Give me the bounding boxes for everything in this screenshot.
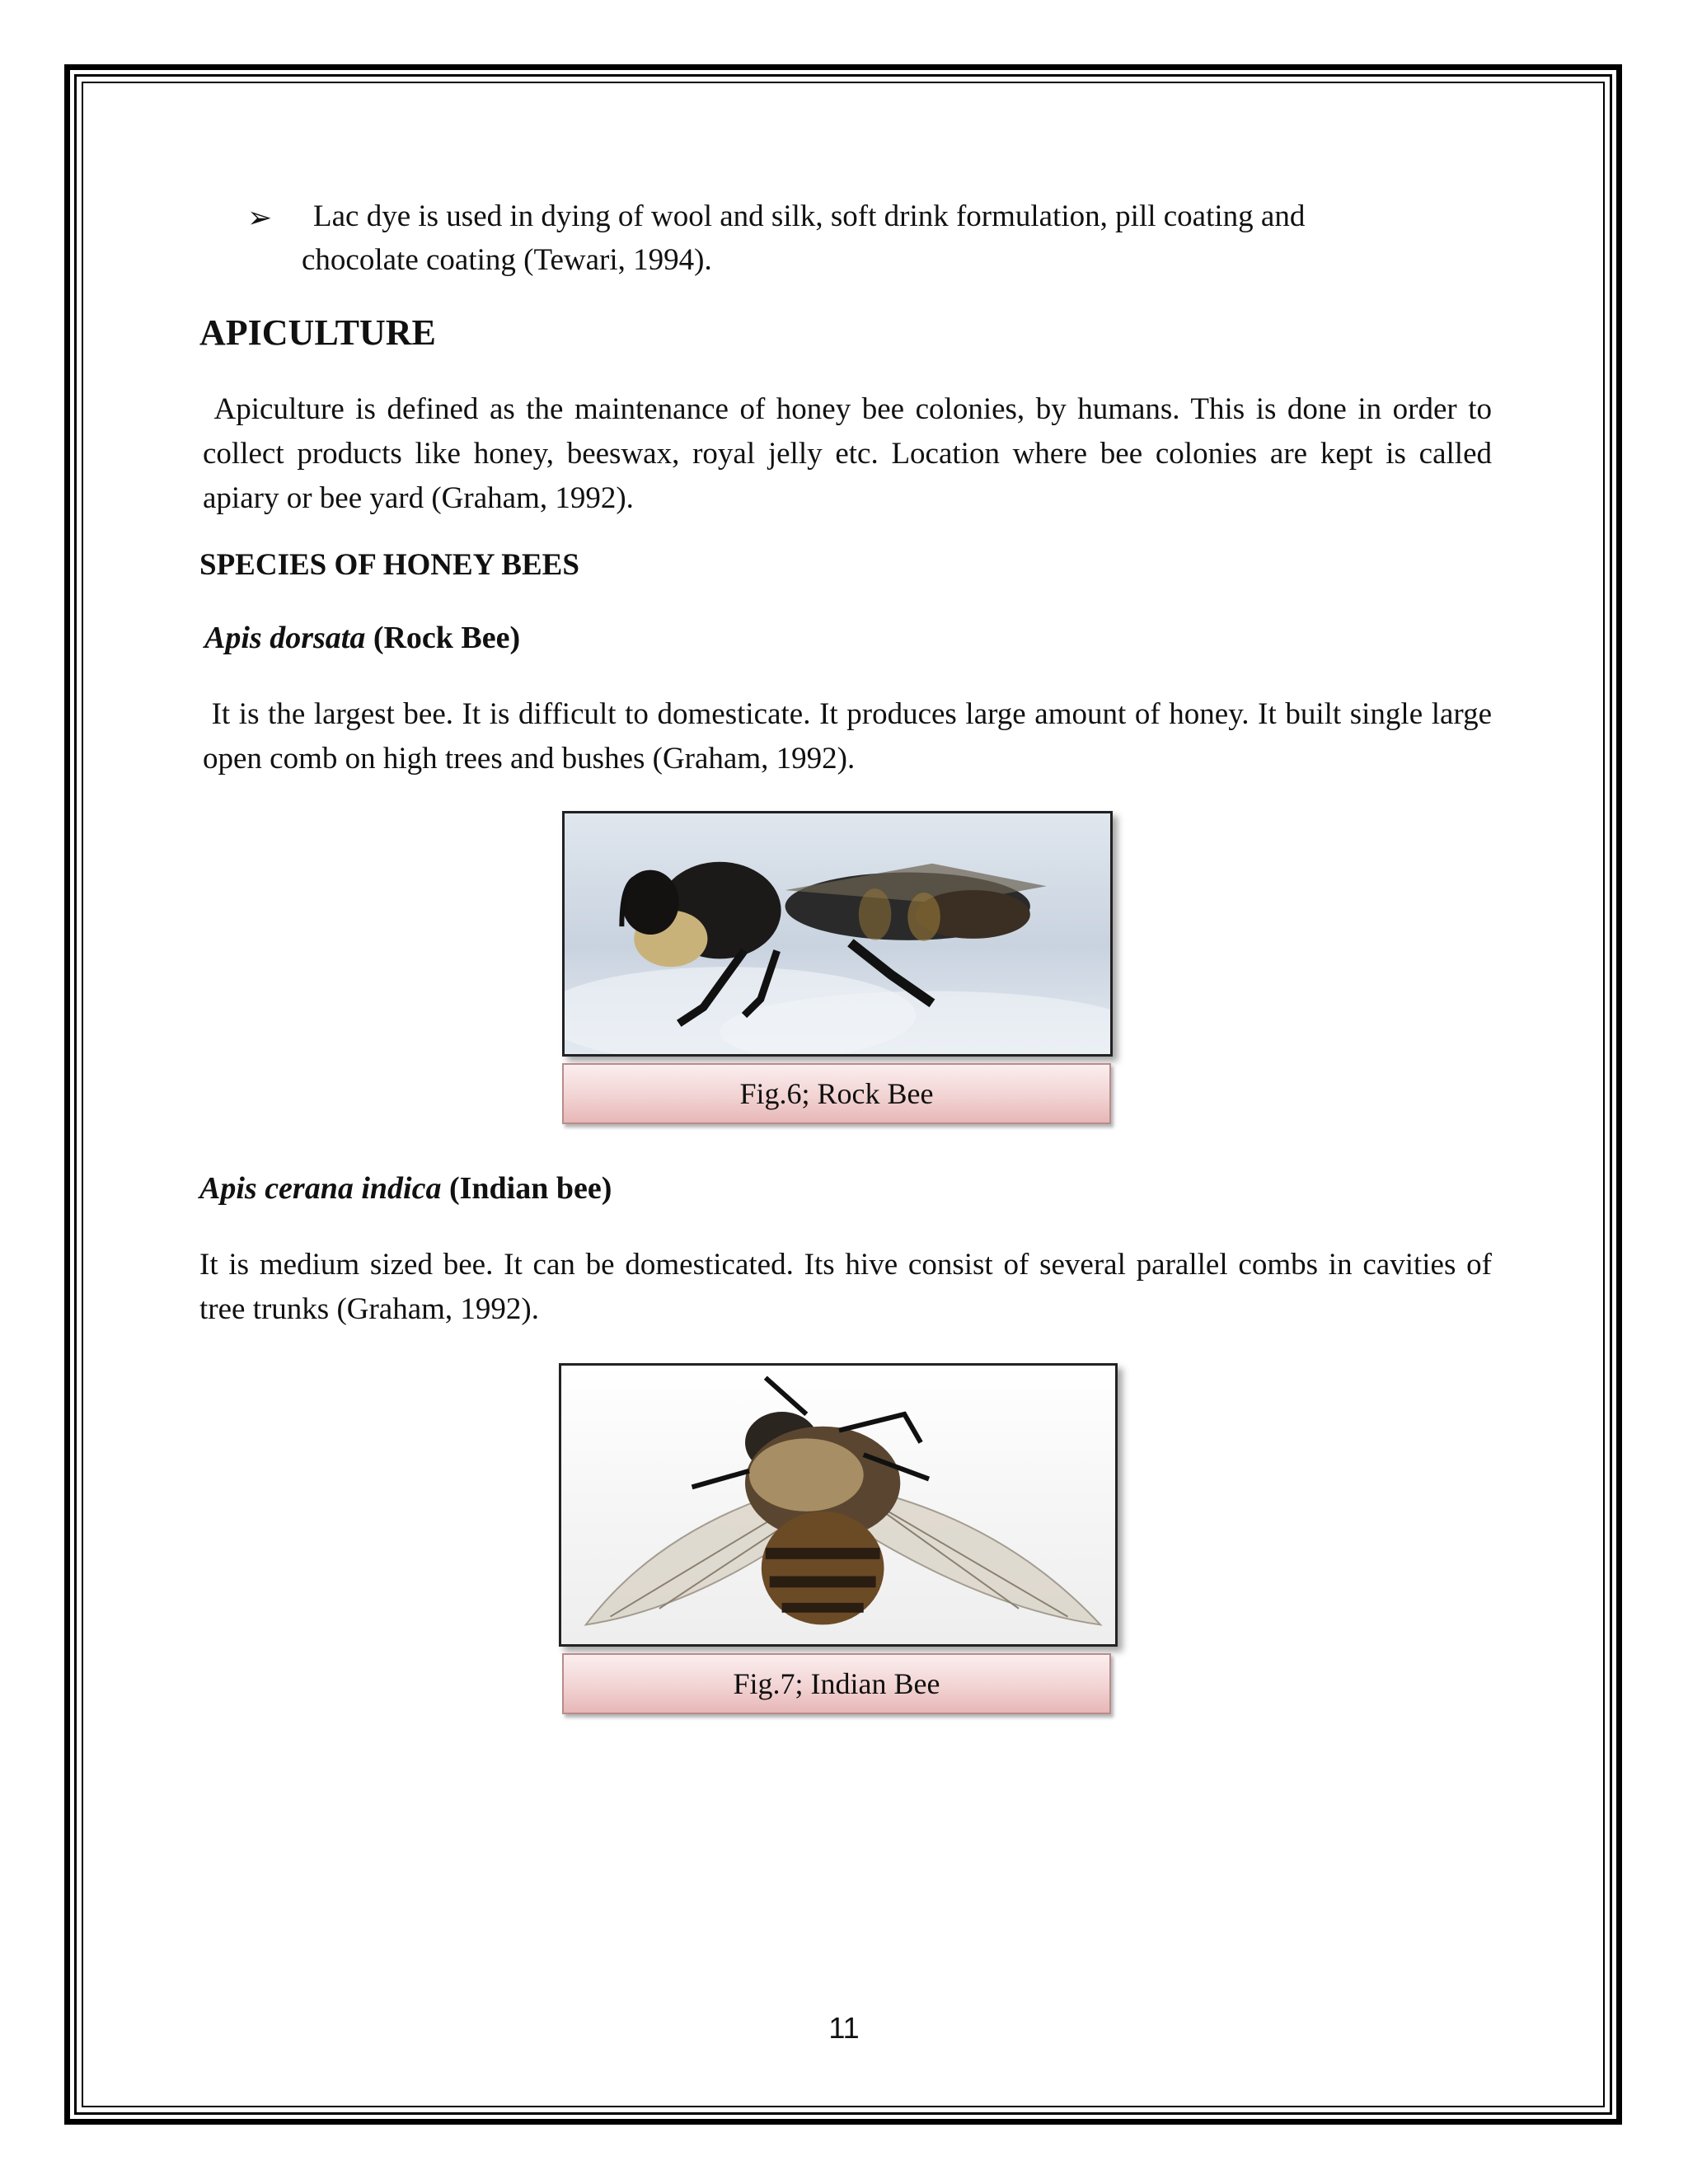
cerana-common-name: (Indian bee) <box>448 1171 612 1206</box>
cerana-scientific-name: Apis cerana indica <box>199 1171 442 1206</box>
apiculture-heading: APICULTURE <box>199 312 436 353</box>
figure-6-caption: Fig.6; Rock Bee <box>562 1063 1111 1124</box>
figure-7-caption: Fig.7; Indian Bee <box>562 1653 1111 1714</box>
species-heading: SPECIES OF HONEY BEES <box>199 548 579 582</box>
dorsata-scientific-name: Apis dorsata <box>204 621 366 655</box>
dorsata-common-name: (Rock Bee) <box>373 621 521 655</box>
bullet-item-lac-dye <box>302 194 1390 282</box>
bullet-line-2: chocolate coating (Tewari, 1994). <box>302 243 712 277</box>
rock-bee-illustration <box>565 813 1110 1054</box>
cerana-paragraph: It is medium sized bee. It can be domesticated. Its hive consist of several parallel combs in cavities of tree trunks (Graham, 1992). <box>199 1248 1492 1326</box>
bullet-arrow-icon: ➢ <box>247 201 273 235</box>
indian-bee-illustration <box>561 1366 1115 1644</box>
cerana-subheading <box>199 1170 612 1207</box>
apiculture-paragraph <box>203 387 1492 521</box>
apiculture-paragraph-text: Apiculture is defined as the maintenance of honey bee colonies, by humans. This is done in order to collect products like honey, beeswax, royal jelly etc. Location where bee colonies are kept is called apiary or bee yard (Graham, 1992). <box>203 392 1493 515</box>
rock-bee-photo <box>562 811 1113 1057</box>
indian-bee-photo <box>559 1363 1118 1647</box>
dorsata-subheading <box>204 620 520 656</box>
page-number: 11 <box>828 2011 860 2045</box>
dorsata-paragraph-text: It is the largest bee. It is difficult to domesticate. It produces large amount of honey. It built single large open comb on high trees and bushes (Graham, 1992). <box>203 697 1492 776</box>
bullet-line-1: Lac dye is used in dying of wool and silk, soft drink formulation, pill coating and <box>313 199 1306 233</box>
dorsata-paragraph <box>203 692 1492 781</box>
